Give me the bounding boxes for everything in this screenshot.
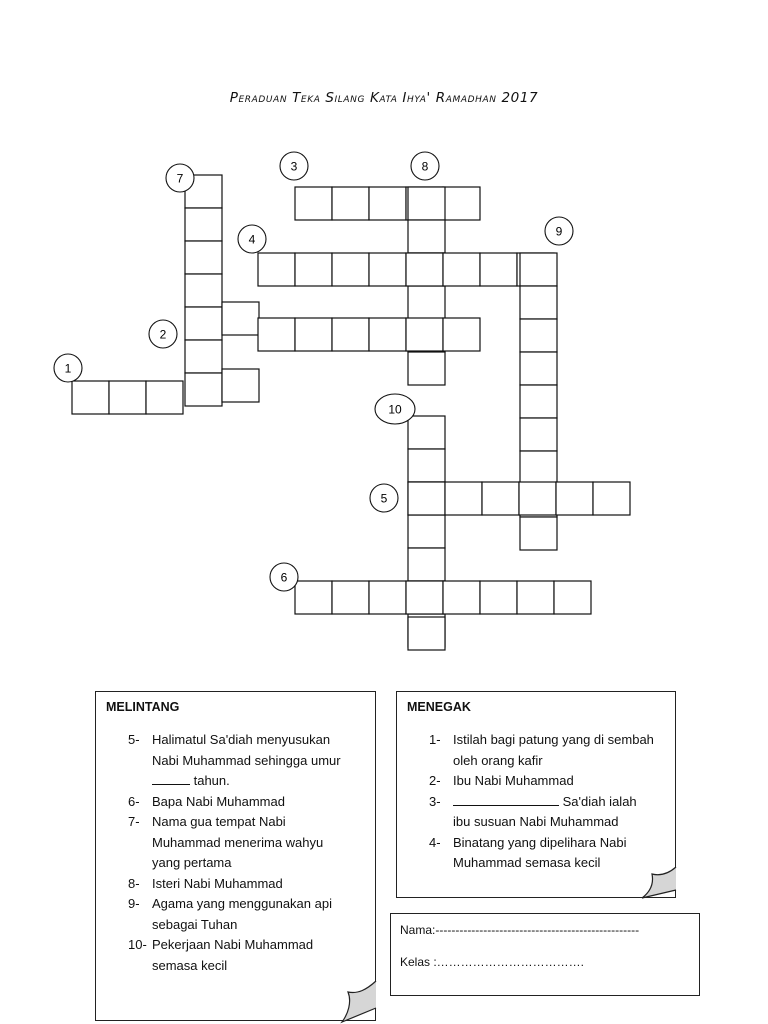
crossword-cell[interactable] xyxy=(369,187,406,220)
crossword-cell[interactable] xyxy=(185,274,222,307)
crossword-cell[interactable] xyxy=(295,187,332,220)
clue-item xyxy=(128,812,348,874)
menegak-heading: MENEGAK xyxy=(407,700,471,714)
clue-number-marker xyxy=(411,152,439,180)
crossword-cell[interactable] xyxy=(443,187,480,220)
clue-text: Isteri Nabi Muhammad xyxy=(152,875,283,891)
page-curl-icon xyxy=(638,866,678,900)
crossword-cell[interactable] xyxy=(369,318,406,351)
clue-item xyxy=(429,730,654,771)
page-curl-icon xyxy=(336,980,378,1024)
clue-number: 10- xyxy=(128,937,147,952)
clue-number-label: 10 xyxy=(388,402,402,417)
clue-number-label: 1 xyxy=(64,361,72,376)
clue-number-marker xyxy=(54,354,82,382)
crossword-cell[interactable] xyxy=(520,418,557,451)
clue-number-label: 7 xyxy=(176,171,184,186)
clue-number: 2- xyxy=(429,773,441,788)
answer-blank xyxy=(453,793,559,806)
melintang-clue-list xyxy=(128,730,348,976)
clue-number-label: 6 xyxy=(280,570,288,585)
crossword-cell[interactable] xyxy=(520,385,557,418)
clue-text: Bapa Nabi Muhammad xyxy=(152,793,285,809)
menegak-clue-list xyxy=(429,730,654,874)
crossword-cell[interactable] xyxy=(408,286,445,319)
crossword-cell[interactable] xyxy=(519,482,556,515)
clue-number: 6- xyxy=(128,793,140,809)
answer-blank xyxy=(152,772,190,785)
crossword-cell[interactable] xyxy=(408,352,445,385)
crossword-cell[interactable] xyxy=(332,187,369,220)
clue-number-marker xyxy=(166,164,194,192)
crossword-cell[interactable] xyxy=(295,318,332,351)
crossword-cell[interactable] xyxy=(408,416,445,449)
crossword-cell[interactable] xyxy=(445,482,482,515)
clue-number: 9- xyxy=(128,896,140,911)
crossword-cell[interactable] xyxy=(185,340,222,373)
crossword-cell[interactable] xyxy=(520,253,557,286)
clue-number: 1- xyxy=(429,732,441,747)
crossword-cell[interactable] xyxy=(408,220,445,253)
clue-number-label: 4 xyxy=(248,232,256,247)
clue-number-marker xyxy=(370,484,398,512)
crossword-cell[interactable] xyxy=(408,449,445,482)
crossword-cell[interactable] xyxy=(406,253,443,286)
crossword-cell[interactable] xyxy=(222,369,259,402)
clue-number-label: 2 xyxy=(159,327,167,342)
clue-item xyxy=(128,935,348,976)
clue-item xyxy=(128,792,348,813)
crossword-cell[interactable] xyxy=(408,548,445,581)
crossword-cell[interactable] xyxy=(408,515,445,548)
clue-text: Sa'diah ialah ibu susuan Nabi Muhammad xyxy=(453,793,637,829)
crossword-cell[interactable] xyxy=(369,581,406,614)
crossword-cell[interactable] xyxy=(520,517,557,550)
melintang-panel xyxy=(95,691,376,1021)
crossword-cell[interactable] xyxy=(408,187,445,220)
crossword-cell[interactable] xyxy=(520,451,557,484)
crossword-cell[interactable] xyxy=(258,318,295,351)
clue-text: Agama yang menggunakan api sebagai Tuhan xyxy=(152,896,332,932)
clue-item xyxy=(429,792,654,833)
clue-number-label: 3 xyxy=(290,159,298,174)
clue-item xyxy=(128,894,348,935)
crossword-cell[interactable] xyxy=(408,617,445,650)
crossword-cell[interactable] xyxy=(593,482,630,515)
crossword-cell[interactable] xyxy=(369,253,406,286)
menegak-panel xyxy=(396,691,676,898)
crossword-cell[interactable] xyxy=(482,482,519,515)
crossword-cell[interactable] xyxy=(146,381,183,414)
crossword-cell[interactable] xyxy=(222,302,259,335)
crossword-cell[interactable] xyxy=(480,253,517,286)
crossword-cell[interactable] xyxy=(72,381,109,414)
clue-number-marker xyxy=(149,320,177,348)
crossword-cell[interactable] xyxy=(406,581,443,614)
crossword-cell[interactable] xyxy=(332,581,369,614)
clue-number: 8- xyxy=(128,875,140,891)
clue-text: Ibu Nabi Muhammad xyxy=(453,773,574,788)
clue-number-marker xyxy=(545,217,573,245)
clue-text: Nama gua tempat Nabi Muhammad menerima wahyu yang pertama xyxy=(152,814,324,870)
clue-item xyxy=(429,833,654,874)
crossword-cell[interactable] xyxy=(554,581,591,614)
crossword-cell[interactable] xyxy=(517,581,554,614)
clue-number-label: 8 xyxy=(421,159,429,174)
crossword-cell[interactable] xyxy=(443,253,480,286)
crossword-cell[interactable] xyxy=(185,241,222,274)
clue-text: Halimatul Sa'diah menyusukan Nabi Muhammad sehingga umur tahun. xyxy=(152,732,341,788)
crossword-cell[interactable] xyxy=(258,253,295,286)
crossword-cell[interactable] xyxy=(480,581,517,614)
clue-text: Pekerjaan Nabi Muhammad semasa kecil xyxy=(152,937,314,973)
crossword-cell[interactable] xyxy=(185,307,222,340)
clue-number: 3- xyxy=(429,793,441,809)
clue-number: 4- xyxy=(429,834,441,850)
student-info-box xyxy=(390,913,700,996)
clue-number-label: 5 xyxy=(380,491,388,506)
crossword-cell[interactable] xyxy=(443,318,480,351)
clue-number-marker xyxy=(280,152,308,180)
crossword-cell[interactable] xyxy=(185,208,222,241)
clue-number-marker xyxy=(238,225,266,253)
clue-text: Binatang yang dipelihara Nabi Muhammad semasa kecil xyxy=(453,834,627,870)
crossword-cell[interactable] xyxy=(556,482,593,515)
clue-number: 7- xyxy=(128,814,140,829)
crossword-cell[interactable] xyxy=(443,581,480,614)
crossword-cell[interactable] xyxy=(109,381,146,414)
crossword-cell[interactable] xyxy=(406,318,443,351)
clue-number-marker xyxy=(270,563,298,591)
crossword-cell[interactable] xyxy=(332,253,369,286)
crossword-cell[interactable] xyxy=(295,253,332,286)
crossword-cell[interactable] xyxy=(520,352,557,385)
clue-item xyxy=(429,771,654,792)
crossword-cell[interactable] xyxy=(295,581,332,614)
clue-number-marker xyxy=(375,394,415,424)
crossword-cell[interactable] xyxy=(520,286,557,319)
crossword-cell[interactable] xyxy=(185,373,222,406)
crossword-cell[interactable] xyxy=(332,318,369,351)
nama-field[interactable]: Nama:--------------------------------------------------- xyxy=(400,923,640,937)
clue-item xyxy=(128,874,348,895)
clue-number-label: 9 xyxy=(555,224,563,239)
crossword-cell[interactable] xyxy=(520,319,557,352)
page-title: Peraduan Teka Silang Kata Ihya' Ramadhan 2017 xyxy=(229,90,539,106)
kelas-field[interactable]: Kelas :………………………………. xyxy=(400,955,585,969)
clue-item xyxy=(128,730,348,792)
clue-number: 5- xyxy=(128,732,140,747)
melintang-heading: MELINTANG xyxy=(106,700,180,714)
clue-text: Istilah bagi patung yang di sembah oleh orang kafir xyxy=(453,732,654,768)
crossword-cell[interactable] xyxy=(408,482,445,515)
